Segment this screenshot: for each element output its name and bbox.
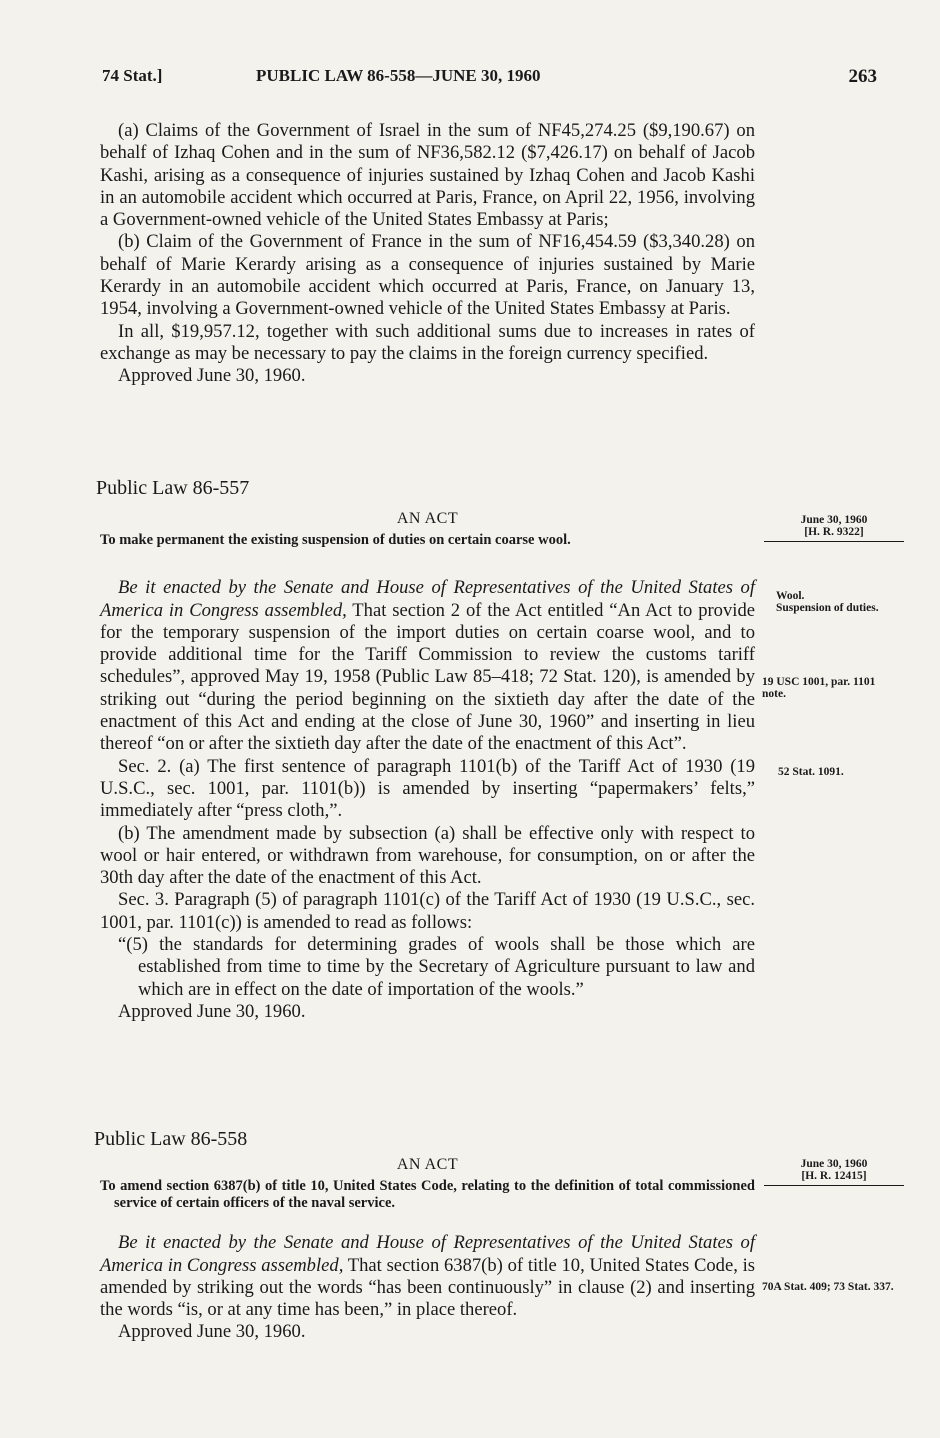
- margin-wool: Wool.: [776, 590, 805, 602]
- enacting-formula: Be it enacted by the Senate and House of Representatives of the United States of America in Congress assembled,: [100, 1232, 755, 1276]
- margin-note-stat: 52 Stat. 1091.: [778, 766, 844, 778]
- law-title: Public Law 86-557: [96, 477, 250, 499]
- claims-total-paragraph: In all, $19,957.12, together with such additional sums due to increases in rates of exchange as may be necessary to pay the claims in the foreign currency specified.: [100, 320, 755, 364]
- margin-date: June 30, 1960: [800, 514, 868, 526]
- approval-date: Approved June 30, 1960.: [118, 1000, 306, 1022]
- page-number: 263: [848, 66, 877, 87]
- approval-date: Approved June 30, 1960.: [118, 1321, 306, 1343]
- margin-suspension: Suspension of duties.: [776, 602, 879, 614]
- law-purpose: To make permanent the existing suspension of duties on certain coarse wool.: [100, 532, 571, 549]
- approval-date: Approved June 30, 1960.: [118, 365, 306, 387]
- section-2a: Sec. 2. (a) The first sentence of paragraph 1101(b) of the Tariff Act of 1930 (19 U.S.C., sec. 1001, par. 1101(b)) is amended by inserting “papermakers’ felts,” immediately after “press cloth,”.: [100, 755, 755, 822]
- margin-date-bill: [764, 514, 904, 542]
- margin-note-wool: [776, 590, 906, 614]
- margin-bill-number: [H. R. 9322]: [804, 526, 864, 538]
- header-title: PUBLIC LAW 86-558—JUNE 30, 1960: [256, 66, 541, 85]
- volume-reference: 74 Stat.]: [102, 66, 163, 85]
- claims-section: [100, 120, 755, 388]
- law-557-body: [100, 508, 755, 1023]
- margin-bill-number: [H. R. 12415]: [801, 1170, 867, 1182]
- section-2b: (b) The amendment made by subsection (a) shall be effective only with respect to wool or hair entered, or withdrawn from warehouse, for consumption, on or after the 30th day after the date of the enactment of this Act.: [100, 822, 755, 889]
- law-558-body: [100, 1154, 755, 1344]
- law-purpose: To amend section 6387(b) of title 10, United States Code, relating to the definition of total commissioned service of certain officers of the naval service.: [100, 1178, 755, 1212]
- margin-date-bill: [764, 1158, 904, 1186]
- enacting-clause: [100, 577, 755, 755]
- section-3: Sec. 3. Paragraph (5) of paragraph 1101(c) of the Tariff Act of 1930 (19 U.S.C., sec. 1001, par. 1101(c)) is amended to read as follows:: [100, 889, 755, 933]
- enacting-formula: Be it enacted by the Senate and House of Representatives of the United States of America in Congress assembled,: [100, 577, 755, 621]
- enacting-text: That section 6387(b) of title 10, United States Code, is amended by striking out the words “has been continuously” in clause (2) and inserting the words “is, or at any time has been,” in place thereof.: [100, 1254, 755, 1321]
- section-3-quote: “(5) the standards for determining grades of wools shall be those which are established from time to time by the Secretary of Agriculture pursuant to law and which are in effect on the date of importation of the wools.”: [118, 934, 755, 1000]
- an-act-heading: AN ACT: [396, 1156, 459, 1173]
- running-header: [102, 66, 877, 96]
- law-title: Public Law 86-558: [94, 1128, 248, 1150]
- claim-paragraph-b: (b) Claim of the Government of France in the sum of NF16,454.59 ($3,340.28) on behalf of Marie Kerardy arising as a consequence of injuries sustained by Marie Kerardy in an automobile accident which occurred at Paris, France, on January 13, 1954, involving a Government-owned vehicle of the United States Embassy at Paris.: [100, 231, 755, 320]
- claim-paragraph-a: (a) Claims of the Government of Israel in the sum of NF45,274.25 ($9,190.67) on behalf of Izhaq Cohen and in the sum of NF36,582.12 ($7,426.17) on behalf of Jacob Kashi, arising as a consequence of injuries sustained by Izhaq Cohen and Jacob Kashi in an automobile accident which occurred at Paris, France, on April 22, 1956, involving a Government-owned vehicle of the United States Embassy at Paris;: [100, 120, 755, 231]
- an-act-heading: AN ACT: [396, 510, 459, 527]
- margin-date: June 30, 1960: [800, 1158, 868, 1170]
- margin-note-stat: 70A Stat. 409; 73 Stat. 337.: [762, 1281, 894, 1293]
- enacting-clause: [100, 1232, 755, 1321]
- margin-note-usc: 19 USC 1001, par. 1101 note.: [762, 676, 876, 700]
- enacting-text: That section 2 of the Act entitled “An Act to provide for the temporary suspension of the import duties on certain coarse wool, and to provide additional time for the Tariff Commission to review the customs tariff schedules”, approved May 19, 1958 (Public Law 85–418; 72 Stat. 120), is amended by striking out “during the period beginning on the sixtieth day after the date of the enactment of this Act and ending at the close of June 30, 1960” and inserting in lieu thereof “on or after the sixtieth day after the date of the enactment of this Act”.: [100, 599, 755, 755]
